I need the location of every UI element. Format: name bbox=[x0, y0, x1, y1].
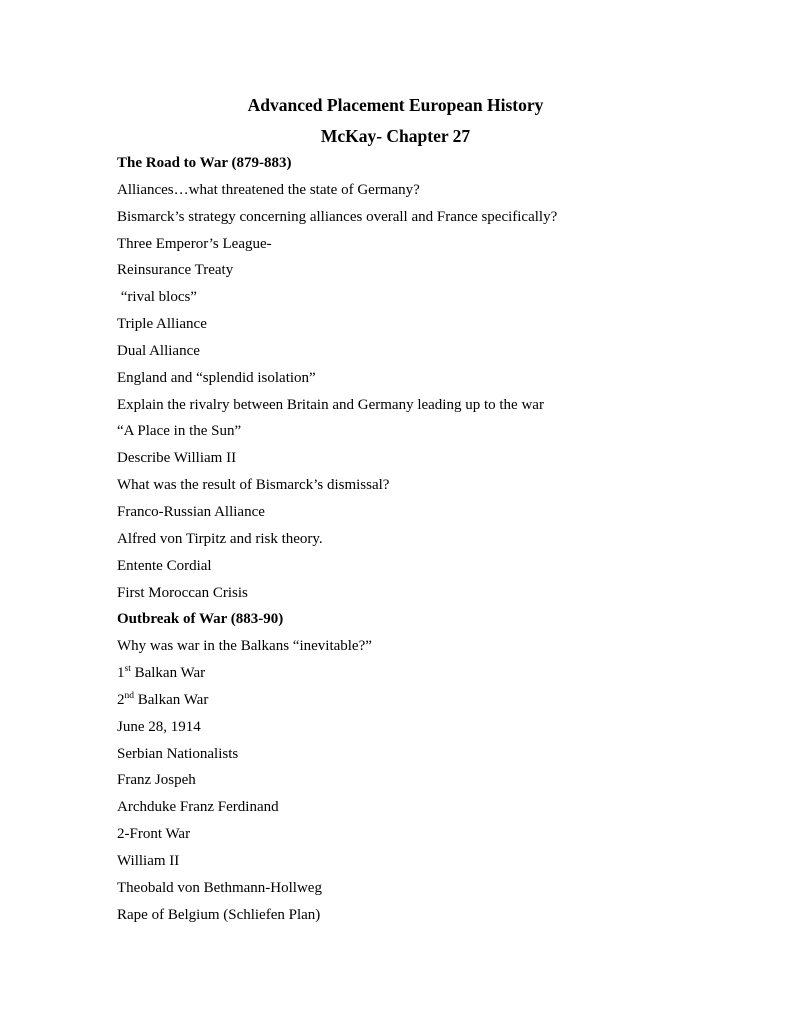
list-item: Franz Jospeh bbox=[117, 772, 196, 789]
list-item: Three Emperor’s League- bbox=[117, 235, 272, 252]
document-title: Advanced Placement European History bbox=[247, 95, 544, 115]
ordinal-suffix: st bbox=[124, 664, 131, 675]
list-item: William II bbox=[117, 852, 180, 869]
list-item: England and “splendid isolation” bbox=[117, 369, 316, 386]
list-item: Bismarck’s strategy concerning alliances overall and France specifically? bbox=[117, 208, 558, 225]
list-item: Franco-Russian Alliance bbox=[117, 503, 265, 520]
list-item: 2-Front War bbox=[117, 826, 191, 843]
list-item: Reinsurance Treaty bbox=[117, 262, 234, 279]
outline-list bbox=[117, 153, 757, 931]
ordinal-text: Balkan War bbox=[134, 691, 209, 708]
list-item: What was the result of Bismarck’s dismissal? bbox=[117, 477, 390, 494]
list-item: Dual Alliance bbox=[117, 342, 200, 359]
ordinal-number: 1 bbox=[117, 665, 125, 682]
list-item: Alliances…what threatened the state of Germany? bbox=[117, 181, 420, 198]
list-item: Alfred von Tirpitz and risk theory. bbox=[117, 530, 323, 547]
section-heading: Outbreak of War (883-90) bbox=[117, 611, 284, 628]
list-item: Triple Alliance bbox=[117, 316, 207, 333]
list-item: “rival blocs” bbox=[117, 289, 197, 306]
list-item: “A Place in the Sun” bbox=[117, 423, 242, 440]
chapter-title: McKay- Chapter 27 bbox=[320, 126, 471, 146]
list-item: Explain the rivalry between Britain and Germany leading up to the war bbox=[117, 396, 544, 413]
ordinal-number: 2 bbox=[117, 691, 125, 708]
list-item: Why was war in the Balkans “inevitable?” bbox=[117, 638, 372, 655]
section-heading: The Road to War (879-883) bbox=[117, 155, 292, 171]
list-item: Serbian Nationalists bbox=[117, 745, 239, 762]
list-item: Archduke Franz Ferdinand bbox=[117, 799, 279, 816]
list-item: June 28, 1914 bbox=[117, 718, 201, 735]
list-item-ordinal bbox=[117, 663, 757, 690]
ordinal-text: Balkan War bbox=[130, 665, 206, 682]
list-item-ordinal bbox=[117, 690, 757, 717]
list-item: First Moroccan Crisis bbox=[117, 584, 248, 601]
list-item: Rape of Belgium (Schliefen Plan) bbox=[117, 906, 321, 923]
list-item: Theobald von Bethmann-Hollweg bbox=[117, 879, 322, 896]
ordinal-suffix: nd bbox=[124, 690, 134, 701]
list-item: Entente Cordial bbox=[117, 557, 212, 574]
list-item: Describe William II bbox=[117, 450, 237, 467]
